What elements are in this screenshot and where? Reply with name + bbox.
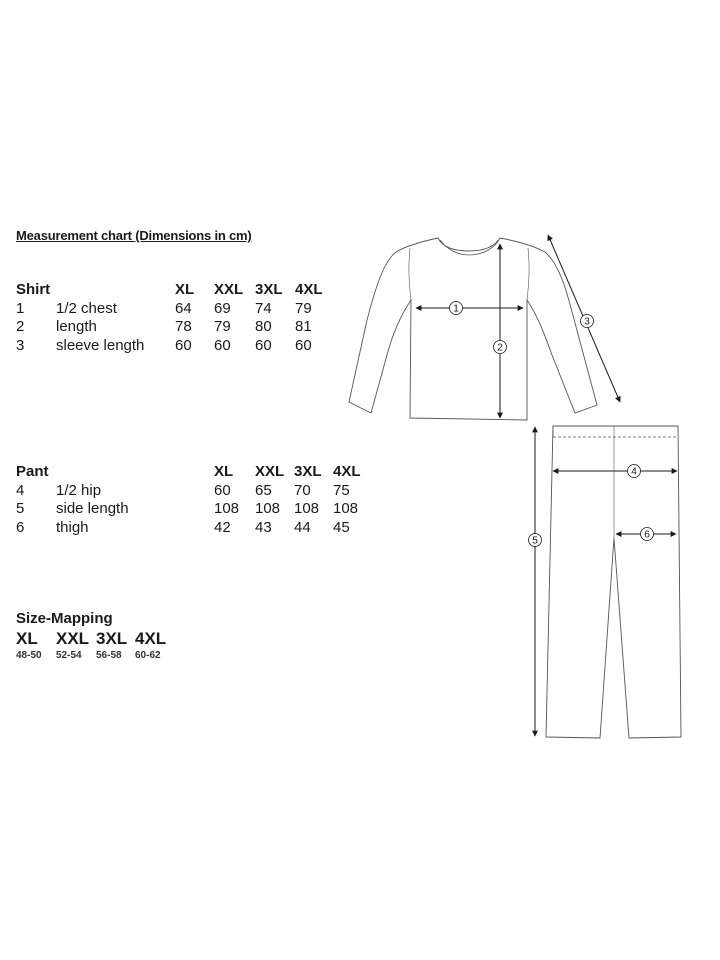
shirt-outline: [349, 238, 597, 420]
marker-2: [494, 341, 507, 354]
cell-value: 75: [333, 481, 350, 499]
row-label: side length: [56, 500, 129, 517]
cell-value: 60: [214, 336, 231, 354]
cell-value: 70: [294, 481, 311, 499]
row-label: 1/2 chest: [56, 299, 117, 317]
cell-value: 60: [214, 481, 231, 499]
marker-label: 5: [532, 535, 538, 547]
size-col-4xl: 4XL: [333, 463, 361, 480]
cell-value: 108: [294, 500, 320, 517]
marker-label: 1: [453, 303, 459, 315]
cell-value: 65: [255, 481, 272, 499]
marker-label: 6: [644, 529, 650, 541]
row-label: thigh: [56, 518, 89, 536]
chart-title: Measurement chart (Dimensions in cm): [16, 228, 252, 243]
row-number: 1: [16, 299, 25, 317]
size-col-3xl: 3XL: [294, 463, 322, 480]
row-label: sleeve length: [56, 336, 145, 354]
row-number: 2: [16, 318, 25, 335]
size-col-xl: XL: [175, 281, 195, 298]
pant-heading: Pant: [16, 463, 49, 480]
size-col-4xl: 4XL: [295, 281, 323, 298]
shirt-heading: Shirt: [16, 281, 51, 298]
size-range: 52-54: [56, 650, 82, 661]
size-mapping-title: Size-Mapping: [16, 610, 113, 627]
cell-value: 42: [214, 518, 231, 536]
cell-value: 44: [294, 518, 311, 536]
cell-value: 79: [295, 299, 312, 317]
marker-label: 3: [584, 316, 590, 328]
marker-4: [628, 465, 641, 478]
cell-value: 108: [333, 500, 359, 517]
size-range: 60-62: [135, 650, 161, 661]
row-number: 6: [16, 518, 25, 536]
size-label: 4XL: [135, 629, 167, 648]
size-label: XXL: [56, 629, 90, 648]
size-col-xxl: XXL: [214, 281, 244, 298]
cell-value: 45: [333, 518, 350, 536]
marker-label: 4: [631, 466, 637, 478]
size-label: 3XL: [96, 629, 128, 648]
marker-3: [581, 315, 594, 328]
cell-value: 80: [255, 318, 272, 335]
cell-value: 60: [175, 336, 192, 354]
size-col-xl: XL: [214, 463, 234, 480]
cell-value: 60: [255, 336, 272, 354]
row-number: 5: [16, 500, 25, 517]
cell-value: 69: [214, 299, 231, 317]
marker-5: [529, 534, 542, 547]
cell-value: 43: [255, 518, 272, 536]
row-number: 3: [16, 336, 25, 354]
marker-6: [641, 528, 654, 541]
size-range: 56-58: [96, 650, 122, 661]
cell-value: 81: [295, 318, 312, 335]
cell-value: 74: [255, 299, 272, 317]
cell-value: 108: [214, 500, 240, 517]
row-label: 1/2 hip: [56, 481, 102, 499]
size-col-xxl: XXL: [255, 463, 285, 480]
size-col-3xl: 3XL: [255, 281, 283, 298]
cell-value: 108: [255, 500, 281, 517]
marker-1: [450, 302, 463, 315]
cell-value: 64: [175, 299, 192, 317]
marker-label: 2: [497, 342, 503, 354]
row-number: 4: [16, 481, 25, 499]
pant-outline: [546, 426, 681, 738]
row-label: length: [56, 318, 97, 335]
size-range: 48-50: [16, 650, 42, 661]
cell-value: 79: [214, 318, 231, 335]
cell-value: 60: [295, 336, 312, 354]
size-label: XL: [16, 629, 38, 648]
cell-value: 78: [175, 318, 192, 335]
